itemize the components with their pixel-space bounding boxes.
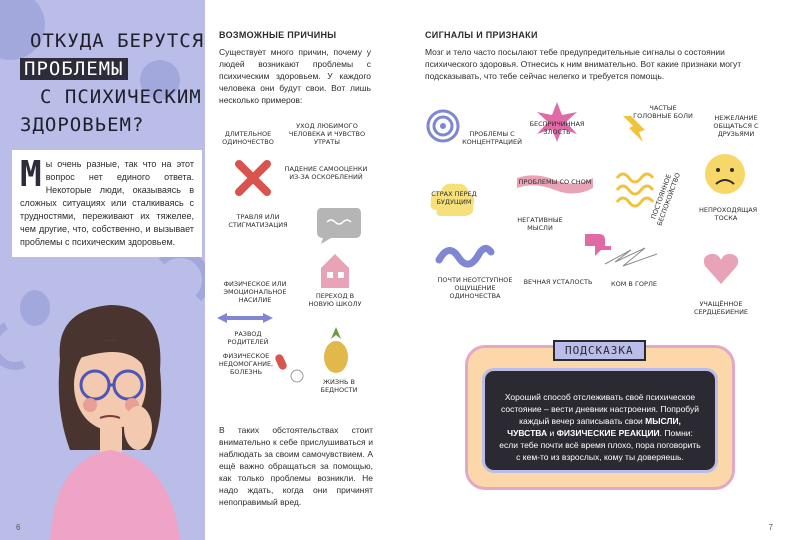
sign-negative: НЕГАТИВНЫЕ МЫСЛИ [517,216,563,232]
left-page [0,0,205,540]
page-title-line: С ПСИХИЧЕСКИМ [40,86,202,108]
causes-intro: Существует много причин, почему у людей возникают проблемы с психическим здоровьем. У каждого человека они будут свои. Вот лишь несколько примеров: [219,47,371,105]
tip-bold-1: МЫСЛИ, ЧУВСТВА [507,416,681,438]
sign-anxiety: ПОСТОЯННОЕ БЕСПОКОЙСТВО [649,171,683,227]
causes-heading: ВОЗМОЖНЫЕ ПРИЧИНЫ [219,30,337,40]
heart-icon [701,248,741,288]
house-icon [315,250,355,290]
sign-fear: СТРАХ ПЕРЕД БУДУЩИМ [431,190,477,206]
intro-text: ы очень разные, так что на этот вопрос нет единого ответа. Некоторые люди, оказываясь в сложных ситуациях или сталкиваясь с трудностями, переживают их тяжелее, чем другие, что, собственно, и вызывает проблемы с психическим здоровьем. [20,159,194,247]
sign-concentration: ПРОБЛЕМЫ С КОНЦЕНТРАЦИЕЙ [462,130,522,146]
page-title-line: ОТКУДА БЕРУТСЯ [30,30,205,52]
tip-text-1: Хороший способ отслеживать своё психическое состояние – вести дневник настроения. Попробуй каждый вечер записывать свои [501,392,699,426]
pills-icon [273,350,309,386]
tip-label: ПОДСКАЗКА [553,340,646,361]
cross-icon [233,158,273,198]
sign-anger: БЕСПРИЧИННАЯ ЗЛОСТЬ [529,120,585,136]
cause-divorce: РАЗВОД РОДИТЕЛЕЙ [227,330,269,346]
tip-text-2: . Помни: если тебе почти всё время плохо, пора поговорить с кем-то из взрослых, кому ты доверяешь. [499,428,701,462]
tip-and: и [547,428,557,438]
tip-bold-2: ФИЗИЧЕСКИЕ РЕАКЦИИ [556,428,660,438]
tip-box [465,345,735,490]
speech-bubble-icon [313,204,363,244]
pineapple-icon [319,325,353,375]
causes-closing: В таких обстоятельствах стоит внимательно к себе прислушиваться и наблюдать за своим самочувствием. А ещё важно обращаться за помощью, как только проблемы возникли. Не надо ждать, когда они причинят непоправимый вред. [219,425,373,507]
sign-sadness: НЕПРОХОДЯЩАЯ ТОСКА [699,206,758,222]
page-title-line: ЗДОРОВЬЕМ? [20,114,145,136]
sign-headaches: ЧАСТЫЕ ГОЛОВНЫЕ БОЛИ [633,104,693,120]
scribble-icon [601,244,661,278]
spiral-icon [425,108,461,144]
sign-alone: ПОЧТИ НЕОТСТУПНОЕ ОЩУЩЕНИЕ ОДИНОЧЕСТВА [437,276,513,300]
page-number: 7 [768,523,773,532]
double-arrow-icon [215,312,275,324]
cause-violence: ФИЗИЧЕСКОЕ ИЛИ ЭМОЦИОНАЛЬНОЕ НАСИЛИЕ [223,280,287,304]
drop-cap: М [20,154,42,195]
cause-bullying: ТРАВЛЯ ИЛИ СТИГМАТИЗАЦИЯ [228,213,288,229]
causes-column [205,0,405,540]
right-page [405,0,785,540]
cause-poverty: ЖИЗНЬ В БЕДНОСТИ [320,378,358,394]
title-highlight: ПРОБЛЕМЫ [20,58,128,80]
sign-unwilling: НЕЖЕЛАНИЕ ОБЩАТЬСЯ С ДРУЗЬЯМИ [713,114,759,138]
sign-sleep: ПРОБЛЕМЫ СО СНОМ [518,178,592,186]
cause-self-esteem: ПАДЕНИЕ САМООЦЕНКИ ИЗ-ЗА ОСКОРБЛЕНИЙ [284,165,368,181]
sign-tired: ВЕЧНАЯ УСТАЛОСТЬ [523,278,593,286]
intro-paragraph [12,150,202,257]
page-title-line [20,58,128,80]
sign-lump: КОМ В ГОРЛЕ [611,280,657,288]
cause-illness: ФИЗИЧЕСКОЕ НЕДОМОГАНИЕ, БОЛЕЗНЬ [218,352,274,376]
sad-face-icon [703,152,747,196]
cause-loneliness: ДЛИТЕЛЬНОЕ ОДИНОЧЕСТВО [222,130,274,146]
tip-content [482,368,718,473]
signs-intro: Мозг и тело часто посылают тебе предупредительные сигналы о состоянии психического здоровья. Отнесись к ним внимательно. Вот какие признаки могут подсказывать, что тебе сейчас нелегко и требуется помощь. [425,47,742,81]
signs-heading: СИГНАЛЫ И ПРИЗНАКИ [425,30,538,40]
girl-illustration [40,300,205,540]
wave-line-icon [435,240,495,270]
cause-new-school: ПЕРЕХОД В НОВУЮ ШКОЛУ [308,292,362,308]
page-number: 6 [16,523,21,532]
sign-heartbeat: УЧАЩЁННОЕ СЕРДЦЕБИЕНИЕ [693,300,749,316]
cause-loss: УХОД ЛЮБИМОГО ЧЕЛОВЕКА И ЧУВСТВО УТРАТЫ [288,122,366,146]
